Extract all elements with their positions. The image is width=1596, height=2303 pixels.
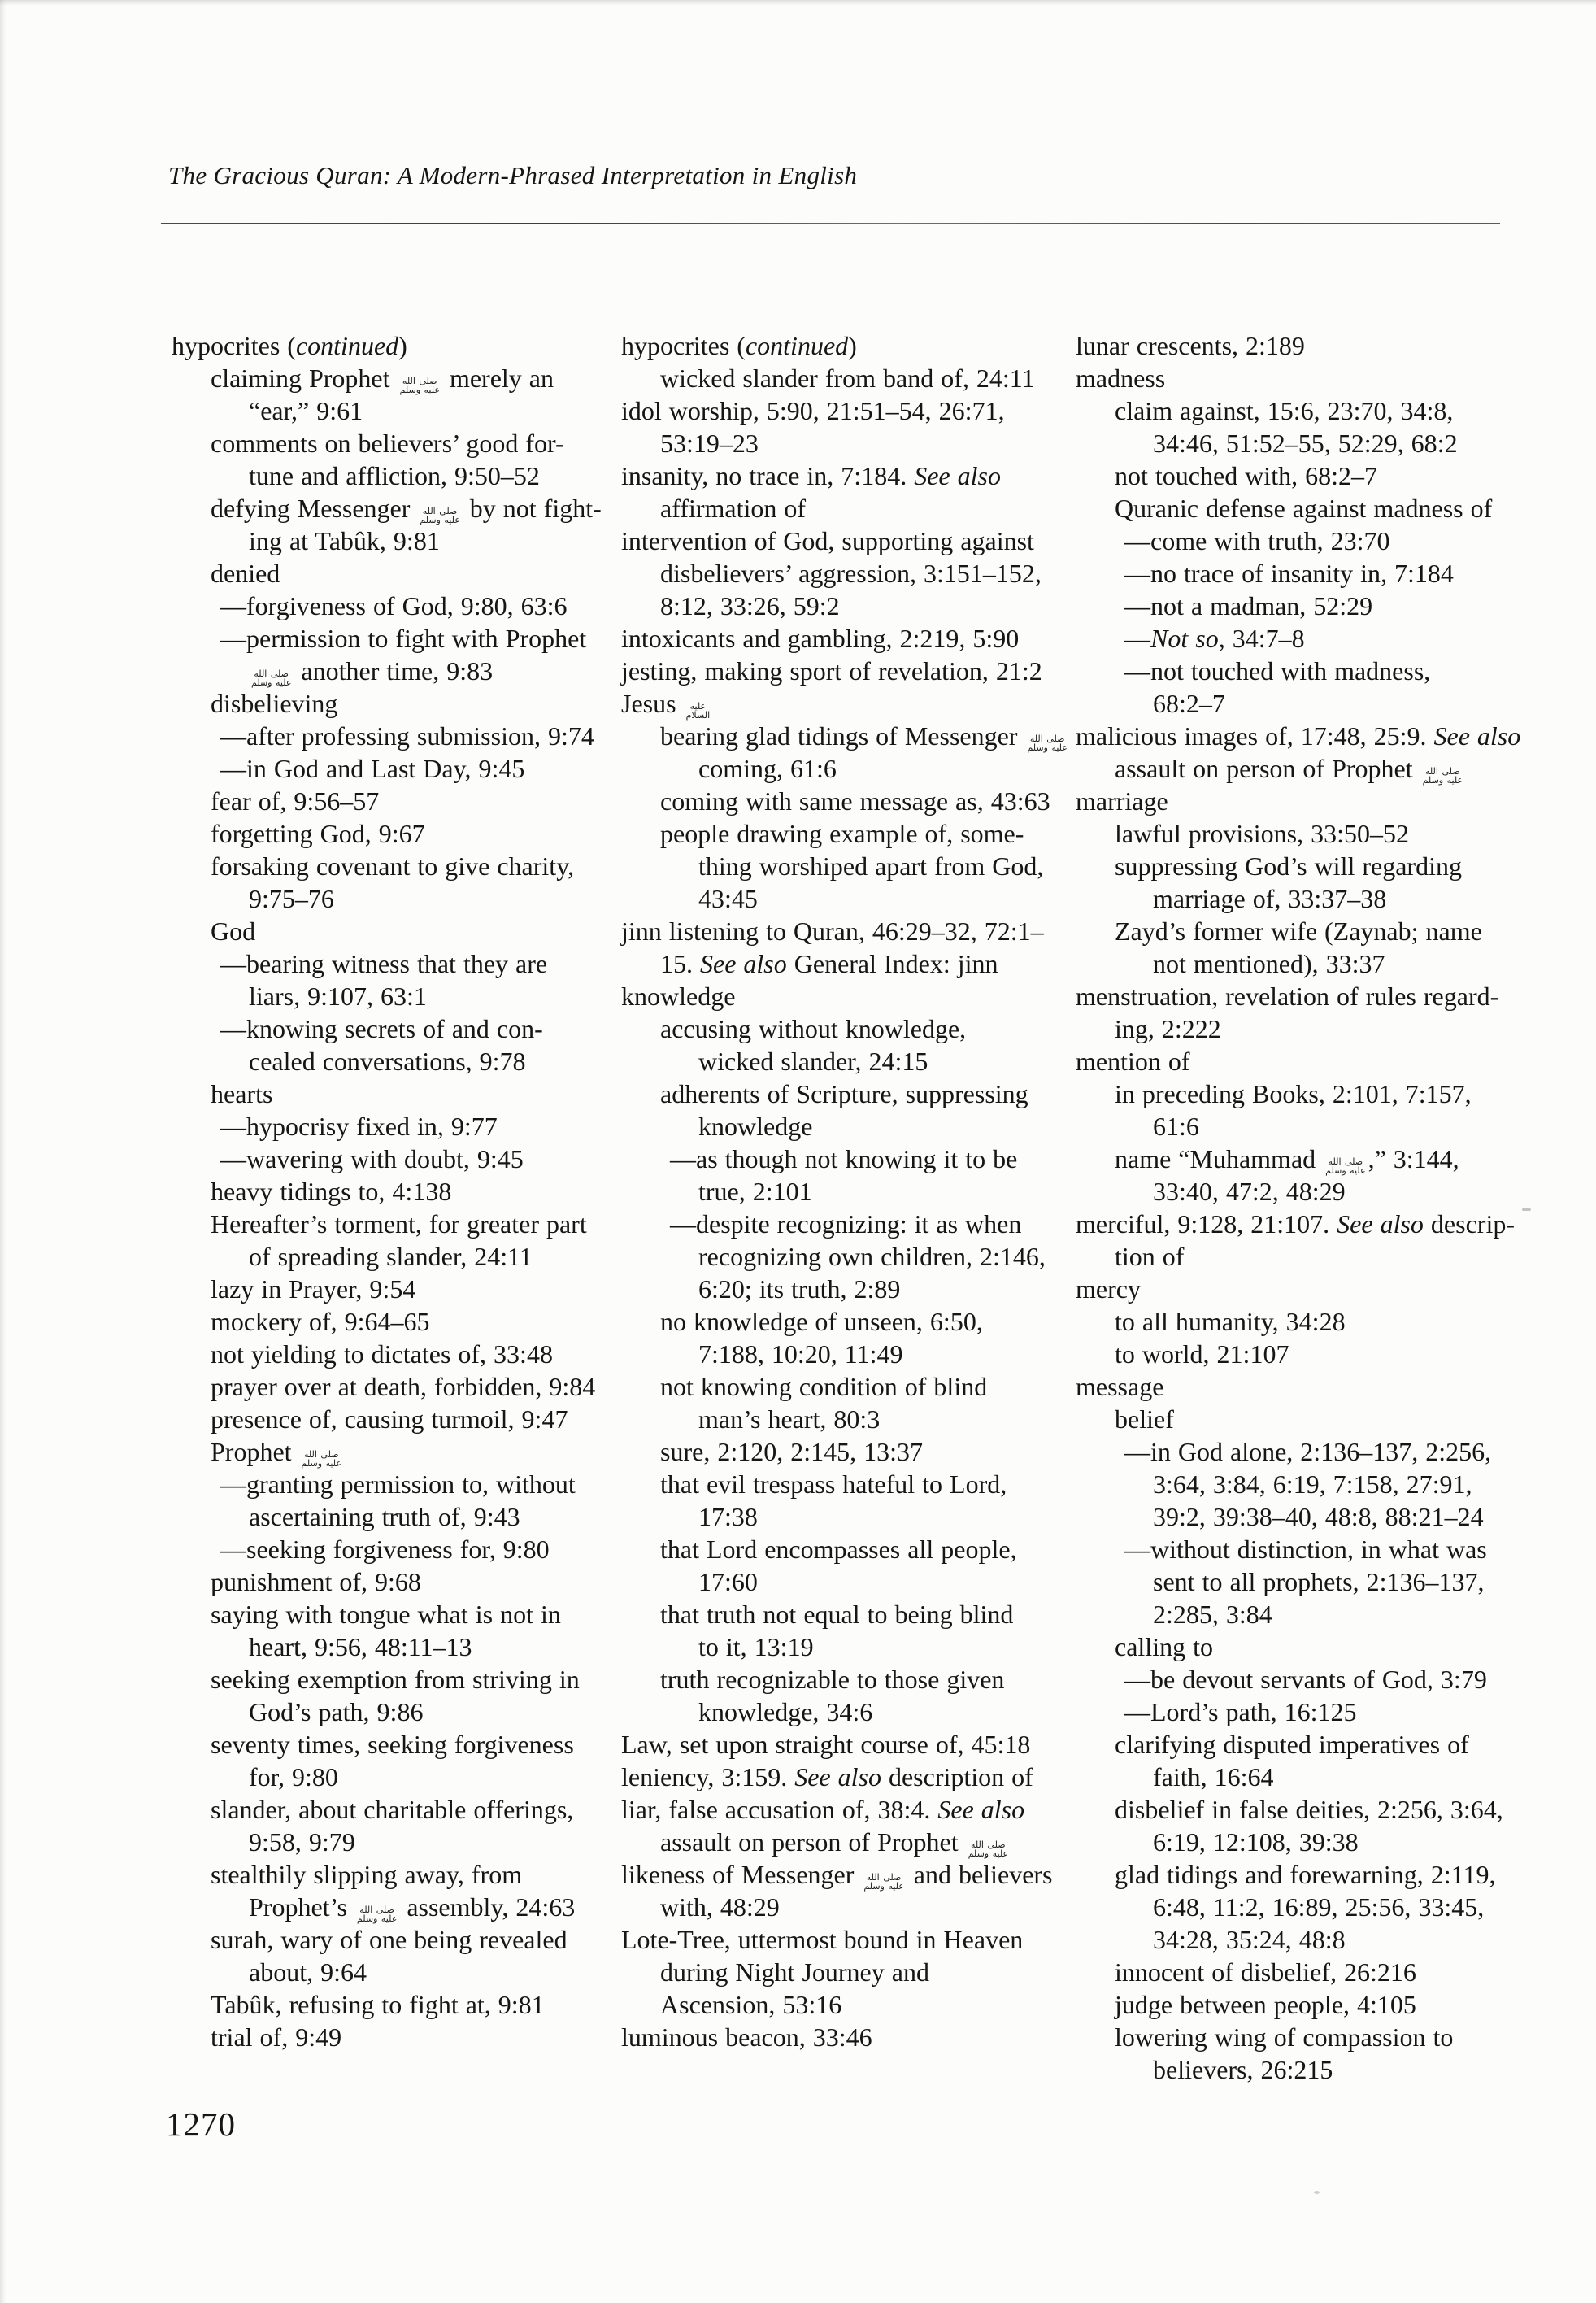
index-line: wicked slander, 24:15: [698, 1047, 928, 1076]
index-line: belief: [1115, 1404, 1174, 1434]
index-line: —permission to fight with Prophet: [220, 624, 587, 653]
index-line: —seeking forgiveness for, 9:80: [220, 1535, 550, 1564]
index-line: intoxicants and gambling, 2:219, 5:90: [621, 624, 1020, 653]
index-line: menstruation, revelation of rules regard-: [1076, 982, 1499, 1011]
index-line: 34:28, 35:24, 48:8: [1153, 1925, 1346, 1954]
index-line: accusing without knowledge,: [660, 1014, 967, 1043]
index-line: —not touched with madness,: [1124, 656, 1431, 686]
index-line: ing, 2:222: [1115, 1014, 1221, 1043]
index-line: suppressing God’s will regarding: [1115, 851, 1462, 881]
index-line: defying Messenger صلى الله عليه وسلم by not fight-: [211, 494, 602, 525]
index-line: faith, 16:64: [1153, 1762, 1274, 1791]
index-line: fear of, 9:56–57: [211, 786, 380, 816]
index-line: hypocrites (continued): [172, 331, 407, 360]
index-line: —not a madman, 52:29: [1124, 591, 1373, 620]
index-line: Quranic defense against madness of: [1115, 494, 1493, 523]
index-line: sure, 2:120, 2:145, 13:37: [660, 1437, 923, 1466]
index-line: liar, false accusation of, 38:4. See also: [621, 1795, 1025, 1824]
index-line: seeking exemption from striving in: [211, 1665, 580, 1694]
index-line: —forgiveness of God, 9:80, 63:6: [220, 591, 568, 620]
index-line: man’s heart, 80:3: [698, 1404, 881, 1434]
index-line: to world, 21:107: [1115, 1339, 1289, 1369]
index-line: “ear,” 9:61: [249, 396, 363, 425]
index-line: coming, 61:6: [698, 754, 837, 783]
index-line: —after professing submission, 9:74: [220, 721, 594, 751]
index-line: Tabûk, refusing to fight at, 9:81: [211, 1990, 545, 2019]
index-line: 34:46, 51:52–55, 52:29, 68:2: [1153, 429, 1458, 458]
index-line: 33:40, 47:2, 48:29: [1153, 1177, 1346, 1206]
index-line: likeness of Messenger صلى الله عليه وسلم and believers: [621, 1860, 1053, 1892]
index-line: 6:48, 11:2, 16:89, 25:56, 33:45,: [1153, 1892, 1485, 1922]
index-line: 17:38: [698, 1502, 758, 1531]
index-line: comments on believers’ good for-: [211, 429, 564, 458]
index-line: insanity, no trace in, 7:184. See also: [621, 461, 1001, 490]
index-line: heavy tidings to, 4:138: [211, 1177, 452, 1206]
index-line: 61:6: [1153, 1112, 1199, 1141]
index-line: God: [211, 916, 256, 946]
index-line: adherents of Scripture, suppressing: [660, 1079, 1028, 1108]
index-line: —as though not knowing it to be: [670, 1144, 1018, 1173]
index-line: ing at Tabûk, 9:81: [249, 526, 440, 555]
index-line: lowering wing of compassion to: [1115, 2022, 1454, 2052]
index-line: intervention of God, supporting against: [621, 526, 1034, 555]
index-line: seventy times, seeking forgiveness: [211, 1730, 574, 1759]
index-line: calling to: [1115, 1632, 1213, 1661]
index-line: claim against, 15:6, 23:70, 34:8,: [1115, 396, 1454, 425]
index-line: no knowledge of unseen, 6:50,: [660, 1307, 983, 1336]
pbuh-honorific: صلى الله عليه وسلم: [1325, 1156, 1366, 1176]
index-line: idol worship, 5:90, 21:51–54, 26:71,: [621, 396, 1005, 425]
index-line: —no trace of insanity in, 7:184: [1124, 559, 1454, 588]
alayhis-salam-honorific: عليه السلام: [685, 701, 711, 721]
index-line: saying with tongue what is not in: [211, 1600, 561, 1629]
index-line: knowledge, 34:6: [698, 1697, 873, 1726]
index-line: —despite recognizing: it as when: [670, 1209, 1022, 1239]
pbuh-honorific: صلى الله عليه وسلم: [968, 1839, 1009, 1859]
index-line: cealed conversations, 9:78: [249, 1047, 526, 1076]
index-line: wicked slander from band of, 24:11: [660, 364, 1035, 393]
index-line: assault on person of Prophet صلى الله عليه وسلم: [1115, 754, 1463, 786]
index-line: to all humanity, 34:28: [1115, 1307, 1346, 1336]
index-line: —in God alone, 2:136–137, 2:256,: [1124, 1437, 1492, 1466]
index-line: ascertaining truth of, 9:43: [249, 1502, 520, 1531]
index-line: in preceding Books, 2:101, 7:157,: [1115, 1079, 1472, 1108]
index-line: to it, 13:19: [698, 1632, 814, 1661]
scan-speck: [1522, 1208, 1531, 1211]
index-line: name “Muhammad صلى الله عليه وسلم ,” 3:144,: [1115, 1144, 1459, 1176]
index-line: —without distinction, in what was: [1124, 1535, 1487, 1564]
index-line: disbelievers’ aggression, 3:151–152,: [660, 559, 1042, 588]
index-line: lawful provisions, 33:50–52: [1115, 819, 1409, 848]
index-line: 15. See also General Index: jinn: [660, 949, 998, 978]
index-line: jinn listening to Quran, 46:29–32, 72:1–: [621, 916, 1044, 946]
index-line: punishment of, 9:68: [211, 1567, 421, 1596]
index-line: madness: [1076, 364, 1166, 393]
index-line: —granting permission to, without: [220, 1469, 576, 1499]
index-line: not mentioned), 33:37: [1153, 949, 1385, 978]
index-line: marriage: [1076, 786, 1168, 816]
scan-speck: [1314, 2191, 1320, 2194]
index-line: —come with truth, 23:70: [1124, 526, 1390, 555]
index-line: message: [1076, 1372, 1164, 1401]
index-line: 39:2, 39:38–40, 48:8, 88:21–24: [1153, 1502, 1484, 1531]
index-line: 6:19, 12:108, 39:38: [1153, 1827, 1359, 1857]
index-line: Hereafter’s torment, for greater part: [211, 1209, 587, 1239]
index-line: that evil trespass hateful to Lord,: [660, 1469, 1007, 1499]
index-line: presence of, causing turmoil, 9:47: [211, 1404, 568, 1434]
index-line: malicious images of, 17:48, 25:9. See also: [1076, 721, 1521, 751]
index-column-2: [621, 329, 1078, 2053]
index-line: assault on person of Prophet صلى الله عليه وسلم: [660, 1827, 1009, 1859]
index-line: leniency, 3:159. See also description of: [621, 1762, 1033, 1791]
index-line: forsaking covenant to give charity,: [211, 851, 575, 881]
index-line: that Lord encompasses all people,: [660, 1535, 1017, 1564]
index-line: 9:75–76: [249, 884, 334, 913]
index-line: prayer over at death, forbidden, 9:84: [211, 1372, 596, 1401]
index-line: Ascension, 53:16: [660, 1990, 842, 2019]
index-line: luminous beacon, 33:46: [621, 2022, 872, 2052]
index-line: —bearing witness that they are: [220, 949, 548, 978]
scan-edge-shadow-left: [0, 0, 6, 2303]
index-line: lazy in Prayer, 9:54: [211, 1274, 416, 1304]
index-line: affirmation of: [660, 494, 807, 523]
index-line: liars, 9:107, 63:1: [249, 982, 427, 1011]
index-line: merciful, 9:128, 21:107. See also descrip-: [1076, 1209, 1515, 1239]
index-line: knowledge: [621, 982, 736, 1011]
index-line: hearts: [211, 1079, 273, 1108]
index-line: —knowing secrets of and con-: [220, 1014, 543, 1043]
pbuh-honorific: صلى الله عليه وسلم: [863, 1872, 904, 1892]
pbuh-honorific: صلى الله عليه وسلم: [251, 668, 292, 688]
pbuh-honorific: صلى الله عليه وسلم: [420, 506, 460, 525]
pbuh-honorific: صلى الله عليه وسلم: [356, 1905, 398, 1924]
index-line: صلى الله عليه وسلم another time, 9:83: [251, 656, 494, 688]
index-line: marriage of, 33:37–38: [1153, 884, 1387, 913]
index-line: —hypocrisy fixed in, 9:77: [220, 1112, 498, 1141]
index-line: jesting, making sport of revelation, 21:2: [621, 656, 1042, 686]
pbuh-honorific: صلى الله عليه وسلم: [1422, 766, 1463, 786]
index-line: disbelief in false deities, 2:256, 3:64,: [1115, 1795, 1503, 1824]
index-line: 68:2–7: [1153, 689, 1225, 718]
pbuh-honorific: صلى الله عليه وسلم: [1027, 734, 1068, 753]
index-line: 7:188, 10:20, 11:49: [698, 1339, 903, 1369]
index-line: God’s path, 9:86: [249, 1697, 424, 1726]
index-line: 9:58, 9:79: [249, 1827, 355, 1857]
index-line: not yielding to dictates of, 33:48: [211, 1339, 553, 1369]
index-line: for, 9:80: [249, 1762, 338, 1791]
index-line: —wavering with doubt, 9:45: [220, 1144, 524, 1173]
index-line: 53:19–23: [660, 429, 759, 458]
index-line: 17:60: [698, 1567, 758, 1596]
index-line: —be devout servants of God, 3:79: [1124, 1665, 1487, 1694]
index-line: surah, wary of one being revealed: [211, 1925, 568, 1954]
index-line: 8:12, 33:26, 59:2: [660, 591, 840, 620]
index-line: tune and affliction, 9:50–52: [249, 461, 540, 490]
index-line: mockery of, 9:64–65: [211, 1307, 430, 1336]
index-line: sent to all prophets, 2:136–137,: [1153, 1567, 1485, 1596]
index-line: knowledge: [698, 1112, 813, 1141]
index-line: Prophet صلى الله عليه وسلم: [211, 1437, 341, 1469]
index-line: during Night Journey and: [660, 1957, 929, 1987]
index-line: lunar crescents, 2:189: [1076, 331, 1305, 360]
index-line: people drawing example of, some-: [660, 819, 1024, 848]
index-line: that truth not equal to being blind: [660, 1600, 1014, 1629]
index-line: about, 9:64: [249, 1957, 367, 1987]
index-line: with, 48:29: [660, 1892, 780, 1922]
index-line: stealthily slipping away, from: [211, 1860, 523, 1889]
index-line: heart, 9:56, 48:11–13: [249, 1632, 472, 1661]
index-line: bearing glad tidings of Messenger صلى الله عليه وسلم: [660, 721, 1068, 753]
index-line: not knowing condition of blind: [660, 1372, 988, 1401]
index-line: —Not so, 34:7–8: [1124, 624, 1305, 653]
index-line: of spreading slander, 24:11: [249, 1242, 533, 1271]
index-line: mercy: [1076, 1274, 1141, 1304]
index-line: 43:45: [698, 884, 758, 913]
index-line: —Lord’s path, 16:125: [1124, 1697, 1357, 1726]
pbuh-honorific: صلى الله عليه وسلم: [399, 376, 440, 395]
index-column-1: [172, 329, 624, 2053]
index-line: coming with same message as, 43:63: [660, 786, 1050, 816]
index-line: Zayd’s former wife (Zaynab; name: [1115, 916, 1482, 946]
index-line: tion of: [1115, 1242, 1185, 1271]
page-number: 1270: [166, 2105, 236, 2143]
index-line: Prophet’s صلى الله عليه وسلم assembly, 24:63: [249, 1892, 576, 1924]
index-line: recognizing own children, 2:146,: [698, 1242, 1046, 1271]
pbuh-honorific: صلى الله عليه وسلم: [301, 1449, 341, 1469]
index-line: —in God and Last Day, 9:45: [220, 754, 525, 783]
index-line: hypocrites (continued): [621, 331, 857, 360]
index-line: denied: [211, 559, 280, 588]
index-line: Lote-Tree, uttermost bound in Heaven: [621, 1925, 1024, 1954]
scan-edge-shadow-top: [0, 0, 1596, 6]
index-line: trial of, 9:49: [211, 2022, 342, 2052]
index-column-3: [1076, 329, 1563, 2086]
index-line: 3:64, 3:84, 6:19, 7:158, 27:91,: [1153, 1469, 1472, 1499]
index-line: forgetting God, 9:67: [211, 819, 425, 848]
index-line: disbelieving: [211, 689, 338, 718]
running-header-title: The Gracious Quran: A Modern-Phrased Interpretation in English: [168, 161, 858, 189]
index-line: 6:20; its truth, 2:89: [698, 1274, 901, 1304]
index-line: claiming Prophet صلى الله عليه وسلم merely an: [211, 364, 554, 395]
index-line: not touched with, 68:2–7: [1115, 461, 1377, 490]
index-line: clarifying disputed imperatives of: [1115, 1730, 1469, 1759]
index-line: 2:285, 3:84: [1153, 1600, 1272, 1629]
index-line: Law, set upon straight course of, 45:18: [621, 1730, 1031, 1759]
index-line: slander, about charitable offerings,: [211, 1795, 574, 1824]
index-line: innocent of disbelief, 26:216: [1115, 1957, 1416, 1987]
header-rule: [161, 223, 1500, 224]
index-line: true, 2:101: [698, 1177, 812, 1206]
index-line: Jesus عليه السلام: [621, 689, 711, 721]
index-line: mention of: [1076, 1047, 1190, 1076]
index-line: believers, 26:215: [1153, 2055, 1333, 2084]
index-line: judge between people, 4:105: [1115, 1990, 1416, 2019]
index-line: thing worshiped apart from God,: [698, 851, 1044, 881]
index-line: glad tidings and forewarning, 2:119,: [1115, 1860, 1496, 1889]
index-line: truth recognizable to those given: [660, 1665, 1005, 1694]
